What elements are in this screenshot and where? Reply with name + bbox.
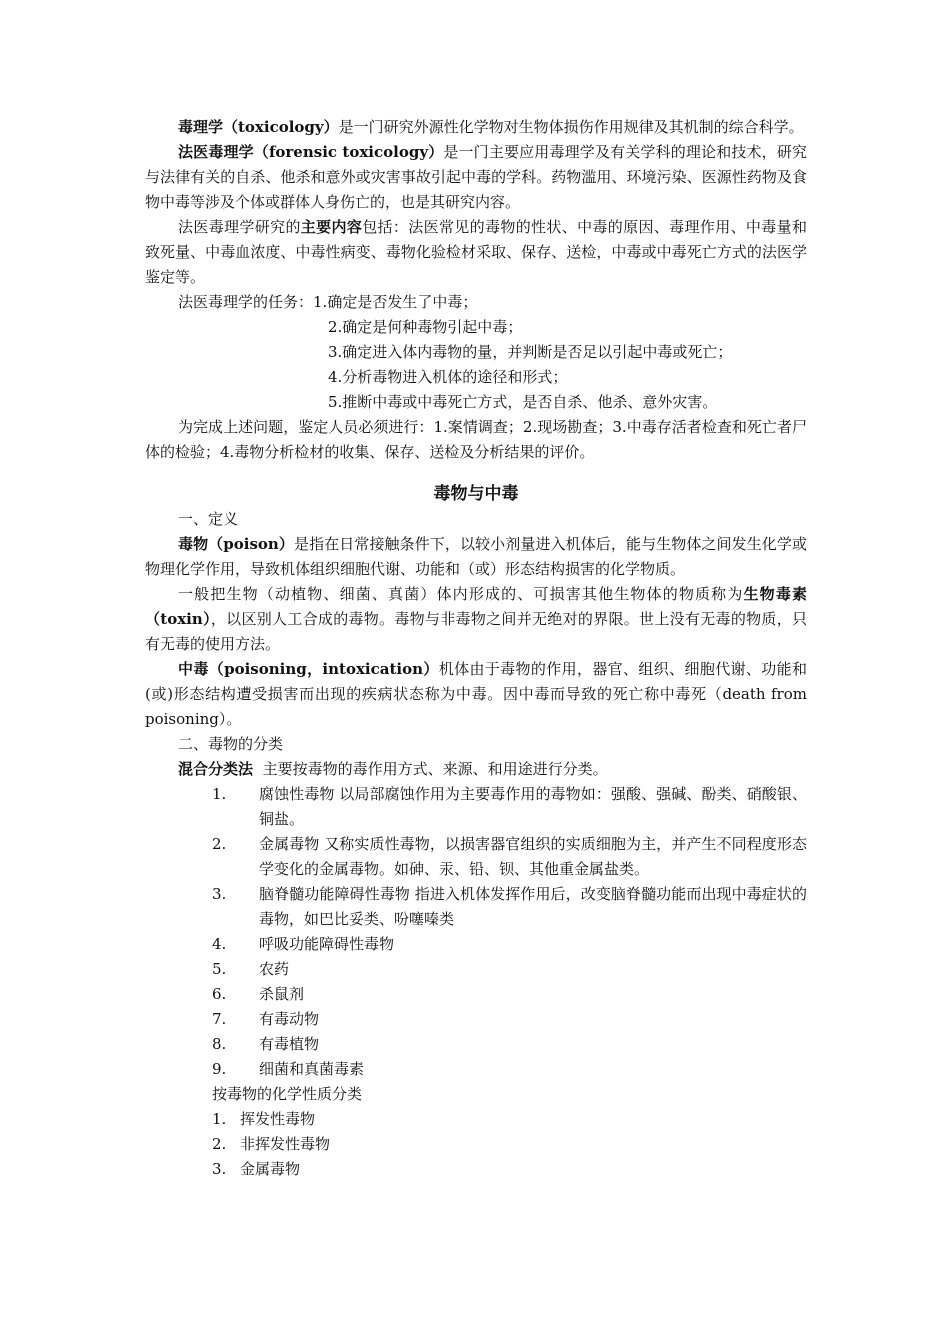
forensic-toxicology-term: 法医毒理学（forensic toxicology）	[178, 143, 444, 161]
list-item	[145, 882, 807, 932]
list-number: 2.	[212, 1135, 227, 1153]
list-number: 6.	[212, 985, 227, 1003]
list-text: 挥发性毒物	[240, 1110, 316, 1128]
poison-term: 毒物（poison）	[178, 535, 294, 553]
toxin-definition	[145, 582, 807, 657]
list-item	[145, 1007, 807, 1032]
list-item	[145, 832, 807, 882]
task-item: 1.确定是否发生了中毒；	[313, 293, 478, 311]
main-content-lead: 法医毒理学研究的	[178, 218, 301, 236]
list-number: 5.	[212, 960, 227, 978]
task-item: 2.确定是何种毒物引起中毒；	[328, 318, 523, 336]
poison-text: 是指在日常接触条件下，以较小剂量进入机体后，能与生物体之间发生化学或物理化学作用，导致机体组织细胞代谢、功能和（或）形态结构损害的化学物质。	[145, 535, 807, 578]
mixed-classification-text: 主要按毒物的毒作用方式、来源、和用途进行分类。	[262, 760, 608, 778]
main-content-paragraph	[145, 215, 807, 290]
poisoning-text: 机体由于毒物的作用，器官、组织、细胞代谢、功能和(或)形态结构遭受损害而出现的疾病状态称为中毒。因中毒而导致的死亡称中毒死（death from poisoning）。	[145, 660, 807, 728]
list-item	[145, 1057, 807, 1082]
list-number: 3.	[212, 885, 227, 903]
list-text: 呼吸功能障碍性毒物	[259, 935, 395, 953]
section-title: 毒物与中毒	[433, 484, 519, 504]
definition-heading: 一、定义	[178, 510, 239, 528]
list-number: 1.	[212, 785, 227, 803]
poisoning-term: 中毒（poisoning，intoxication）	[178, 660, 439, 678]
toxin-term: 生物毒素（toxin）	[145, 585, 807, 628]
list-item	[145, 1107, 807, 1132]
classification-heading: 二、毒物的分类	[178, 735, 284, 753]
list-item	[145, 932, 807, 957]
list-number: 2.	[212, 835, 227, 853]
task-item: 4.分析毒物进入机体的途径和形式；	[328, 368, 568, 386]
list-text: 有毒动物	[259, 1010, 320, 1028]
main-content-term: 主要内容	[300, 218, 363, 236]
toxicology-term: 毒理学（toxicology）	[178, 118, 339, 136]
procedure-paragraph: 为完成上述问题，鉴定人员必须进行：1.案情调查；2.现场勘查；3.中毒存活者检查和死亡者尸体的检验；4.毒物分析检材的收集、保存、送检及分析结果的评价。	[145, 418, 807, 461]
list-number: 9.	[212, 1060, 227, 1078]
list-item	[145, 982, 807, 1007]
list-item	[145, 957, 807, 982]
task-item: 5.推断中毒或中毒死亡方式，是否自杀、他杀、意外灾害。	[328, 393, 718, 411]
chemical-classification-list	[145, 1107, 807, 1182]
list-item	[145, 782, 807, 832]
list-item	[145, 1157, 807, 1182]
list-text: 农药	[259, 960, 290, 978]
list-item	[145, 1132, 807, 1157]
list-number: 1.	[212, 1110, 227, 1128]
tasks-label: 法医毒理学的任务：	[178, 293, 314, 311]
tasks-first-line	[145, 290, 807, 315]
list-text: 金属毒物 又称实质性毒物，以损害器官组织的实质细胞为主，并产生不同程度形态学变化的金属毒物。如砷、汞、铅、钡、其他重金属盐类。	[259, 835, 807, 878]
list-text: 金属毒物	[240, 1160, 301, 1178]
list-number: 7.	[212, 1010, 227, 1028]
document-page	[145, 115, 807, 1182]
forensic-toxicology-definition	[145, 140, 807, 215]
poison-definition	[145, 532, 807, 582]
forensic-toxicology-text: 是一门主要应用毒理学及有关学科的理论和技术，研究与法律有关的自杀、他杀和意外或灾害事故引起中毒的学科。药物滥用、环境污染、医源性药物及食物中毒等涉及个体或群体人身伤亡的，也是其研究内容。	[145, 143, 807, 211]
chemical-classification-heading: 按毒物的化学性质分类	[212, 1085, 363, 1103]
main-content-text: 包括：法医常见的毒物的性状、中毒的原因、毒理作用、中毒量和致死量、中毒血浓度、中毒性病变、毒物化验检材采取、保存、送检，中毒或中毒死亡方式的法医学鉴定等。	[145, 218, 807, 286]
list-text: 腐蚀性毒物 以局部腐蚀作用为主要毒作用的毒物如：强酸、强碱、酚类、硝酸银、铜盐。	[259, 785, 807, 828]
list-text: 细菌和真菌毒素	[259, 1060, 365, 1078]
mixed-classification-line	[145, 757, 807, 782]
list-text: 杀鼠剂	[259, 985, 305, 1003]
mixed-classification-list	[145, 782, 807, 1082]
task-item: 3.确定进入体内毒物的量，并判断是否足以引起中毒或死亡；	[328, 343, 733, 361]
toxin-lead: 一般把生物（动植物、细菌、真菌）体内形成的、可损害其他生物体的物质称为	[178, 585, 744, 603]
mixed-classification-term: 混合分类法	[178, 760, 254, 778]
list-number: 4.	[212, 935, 227, 953]
list-text: 有毒植物	[259, 1035, 320, 1053]
list-text: 非挥发性毒物	[240, 1135, 331, 1153]
list-item	[145, 1032, 807, 1057]
poisoning-definition	[145, 657, 807, 732]
list-text: 脑脊髓功能障碍性毒物 指进入机体发挥作用后，改变脑脊髓功能而出现中毒症状的毒物，如巴比妥类、吩噻嗪类	[259, 885, 807, 928]
list-number: 3.	[212, 1160, 227, 1178]
toxicology-definition	[145, 115, 807, 140]
toxicology-text: 是一门研究外源性化学物对生物体损伤作用规律及其机制的综合科学。	[338, 118, 804, 136]
list-number: 8.	[212, 1035, 227, 1053]
toxin-text: ，以区别人工合成的毒物。毒物与非毒物之间并无绝对的界限。世上没有无毒的物质，只有无毒的使用方法。	[145, 610, 807, 653]
